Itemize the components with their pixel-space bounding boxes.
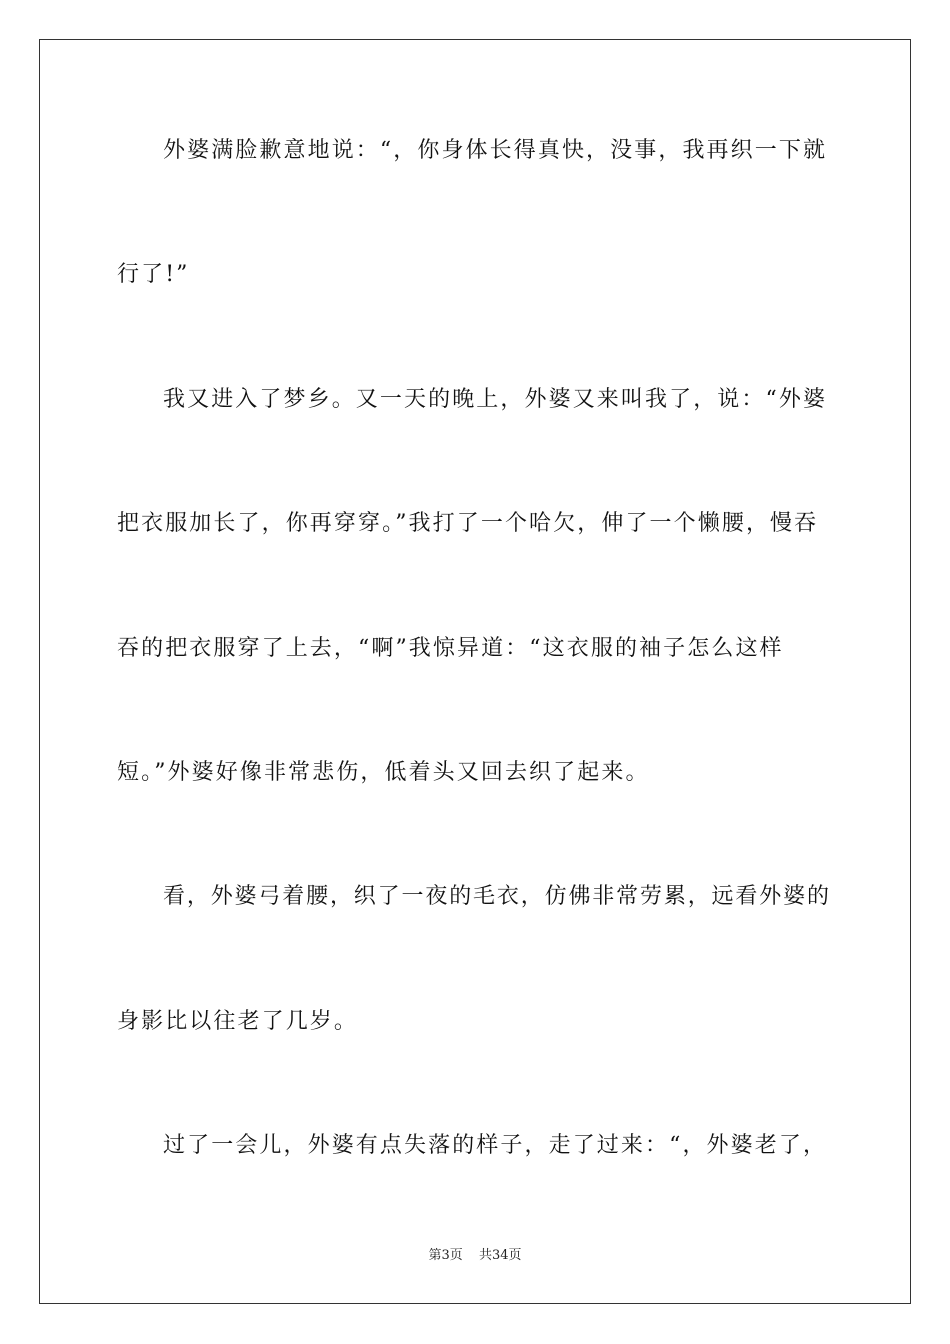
text-line-5: 吞的把衣服穿了上去，“啊”我惊异道：“这衣服的袖子怎么这样 bbox=[117, 636, 784, 661]
text-line-1: 外婆满脸歉意地说：“，你身体长得真快，没事，我再织一下就 bbox=[163, 138, 828, 163]
page-border bbox=[39, 39, 911, 1304]
text-line-4: 把衣服加长了，你再穿穿。”我打了一个哈欠，伸了一个懒腰，慢吞 bbox=[117, 511, 819, 536]
page-number: 第3页 bbox=[428, 1248, 463, 1263]
text-line-3: 我又进入了梦乡。又一天的晚上，外婆又来叫我了，说：“外婆 bbox=[163, 387, 828, 412]
text-line-7: 看，外婆弓着腰，织了一夜的毛衣，仿佛非常劳累，远看外婆的 bbox=[163, 884, 831, 909]
page-total: 共34页 bbox=[478, 1248, 522, 1263]
text-line-6: 短。”外婆好像非常悲伤，低着头又回去织了起来。 bbox=[117, 760, 650, 785]
text-line-9: 过了一会儿，外婆有点失落的样子，走了过来：“，外婆老了， bbox=[163, 1133, 828, 1158]
page-footer bbox=[0, 1247, 950, 1265]
text-line-8: 身影比以往老了几岁。 bbox=[117, 1009, 359, 1034]
text-line-2: 行了!” bbox=[117, 262, 190, 287]
